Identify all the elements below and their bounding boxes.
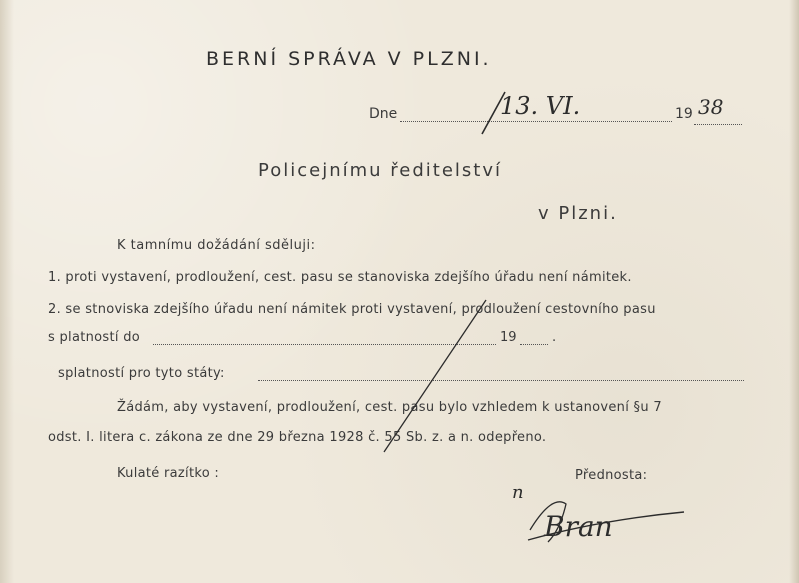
date-label: Dne <box>369 106 398 122</box>
date-slash-stroke <box>482 92 505 134</box>
year-prefix: 19 <box>675 106 693 122</box>
signature-handwritten: Bran <box>544 510 613 543</box>
recipient-line-2: v Plzni. <box>538 203 618 224</box>
validity-period: . <box>552 330 557 345</box>
validity-year-prefix: 19 <box>500 330 517 345</box>
head-label: Přednosta: <box>575 468 648 483</box>
cross-out-stroke <box>384 300 486 452</box>
initials-handwritten: n <box>512 482 524 503</box>
item-1: 1. proti vystavení, prodloužení, cest. pasu se stanoviska zdejšího úřadu není námitek. <box>48 270 632 285</box>
recipient-line-1: Policejnímu ředitelství <box>258 160 502 181</box>
date-handwritten: 13. VI. <box>500 92 581 120</box>
year-handwritten: 38 <box>698 95 724 119</box>
request-line-1: Žádám, aby vystavení, prodloužení, cest. pasu bylo vzhledem k ustanovení §u 7 <box>117 400 662 415</box>
stamp-label: Kulaté razítko : <box>117 466 220 481</box>
request-line-2: odst. I. litera c. zákona ze dne 29 března 1928 č. 55 Sb. z. a n. odepřeno. <box>48 430 547 445</box>
states-label: splatností pro tyto státy: <box>58 366 225 381</box>
intro-text: K tamnímu dožádání sděluji: <box>117 238 316 253</box>
item-2: 2. se stnoviska zdejšího úřadu není námitek proti vystavení, prodloužení cestovního pasu <box>48 302 656 317</box>
validity-label: s platností do <box>48 330 141 345</box>
signature-loop <box>530 502 566 542</box>
office-title: BERNÍ SPRÁVA V PLZNI. <box>206 48 492 70</box>
signature-underline <box>528 512 684 540</box>
